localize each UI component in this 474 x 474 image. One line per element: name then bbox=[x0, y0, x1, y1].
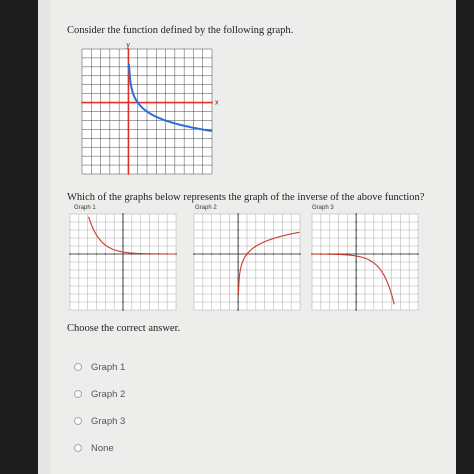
answer-option-graph-1[interactable] bbox=[74, 360, 125, 374]
y-tick bbox=[122, 293, 124, 295]
x-tick bbox=[118, 102, 120, 104]
x-tick bbox=[113, 253, 115, 255]
x-tick bbox=[273, 253, 275, 255]
y-tick bbox=[128, 173, 130, 175]
y-tick bbox=[122, 269, 124, 271]
y-tick bbox=[122, 253, 124, 255]
graph-3-title: Graph 3 bbox=[312, 205, 334, 211]
y-tick bbox=[355, 253, 357, 255]
screen bbox=[38, 0, 456, 474]
x-tick bbox=[183, 102, 185, 104]
y-tick bbox=[237, 301, 239, 303]
question-panel bbox=[50, 0, 456, 474]
x-tick bbox=[220, 253, 222, 255]
y-tick bbox=[355, 229, 357, 231]
y-tick bbox=[237, 293, 239, 295]
question-followup: Which of the graphs below represents the graph of the inverse of the above function? bbox=[67, 192, 425, 203]
answer-label: Graph 3 bbox=[91, 415, 126, 427]
x-tick bbox=[69, 253, 71, 255]
x-tick bbox=[228, 253, 230, 255]
answer-option-graph-2[interactable] bbox=[74, 387, 125, 401]
y-tick bbox=[355, 293, 357, 295]
y-tick bbox=[122, 245, 124, 247]
x-tick bbox=[202, 102, 204, 104]
y-tick bbox=[237, 269, 239, 271]
radio-button[interactable] bbox=[74, 444, 82, 452]
y-tick bbox=[355, 277, 357, 279]
radio-button[interactable] bbox=[74, 390, 82, 398]
graph-2-title: Graph 2 bbox=[195, 205, 217, 211]
x-tick bbox=[90, 102, 92, 104]
x-tick bbox=[100, 102, 102, 104]
x-tick bbox=[146, 102, 148, 104]
y-tick bbox=[237, 253, 239, 255]
x-tick bbox=[417, 253, 419, 255]
x-tick bbox=[104, 253, 106, 255]
x-tick bbox=[281, 253, 283, 255]
x-tick bbox=[96, 253, 98, 255]
graph-2 bbox=[194, 214, 300, 310]
y-tick bbox=[128, 128, 130, 130]
x-axis-label: x bbox=[215, 99, 219, 107]
answer-option-graph-3[interactable] bbox=[74, 414, 125, 428]
graph-3 bbox=[312, 214, 418, 310]
y-tick bbox=[122, 309, 124, 311]
x-tick bbox=[373, 253, 375, 255]
x-tick bbox=[364, 253, 366, 255]
y-tick bbox=[128, 102, 130, 104]
y-tick bbox=[122, 285, 124, 287]
x-tick bbox=[391, 253, 393, 255]
y-tick bbox=[355, 237, 357, 239]
x-tick bbox=[408, 253, 410, 255]
y-tick bbox=[237, 213, 239, 215]
choose-instruction: Choose the correct answer. bbox=[67, 323, 181, 334]
main-function-graph bbox=[82, 42, 219, 174]
x-tick bbox=[211, 253, 213, 255]
y-tick bbox=[128, 84, 130, 86]
y-tick bbox=[122, 221, 124, 223]
x-tick bbox=[193, 253, 195, 255]
x-tick bbox=[155, 102, 157, 104]
y-tick bbox=[128, 57, 130, 59]
x-tick bbox=[202, 253, 204, 255]
x-tick bbox=[81, 102, 83, 104]
answer-label: Graph 2 bbox=[91, 388, 126, 400]
x-tick bbox=[255, 253, 257, 255]
graph-1 bbox=[70, 214, 176, 310]
y-tick bbox=[355, 261, 357, 263]
y-tick bbox=[355, 301, 357, 303]
radio-button[interactable] bbox=[74, 363, 82, 371]
y-tick bbox=[128, 137, 130, 139]
y-tick bbox=[355, 245, 357, 247]
y-tick bbox=[128, 120, 130, 122]
y-tick bbox=[237, 261, 239, 263]
x-tick bbox=[78, 253, 80, 255]
x-tick bbox=[264, 253, 266, 255]
graph-1-title: Graph 1 bbox=[74, 205, 96, 211]
y-tick bbox=[237, 245, 239, 247]
y-tick bbox=[128, 93, 130, 95]
x-tick bbox=[109, 102, 111, 104]
answer-label: None bbox=[91, 442, 114, 454]
y-tick bbox=[128, 111, 130, 113]
y-tick bbox=[355, 221, 357, 223]
x-tick bbox=[299, 253, 301, 255]
y-tick bbox=[122, 237, 124, 239]
x-tick bbox=[382, 253, 384, 255]
x-tick bbox=[193, 102, 195, 104]
y-tick bbox=[355, 309, 357, 311]
x-tick bbox=[211, 102, 213, 104]
y-tick bbox=[122, 301, 124, 303]
y-tick bbox=[237, 229, 239, 231]
x-tick bbox=[290, 253, 292, 255]
y-tick bbox=[355, 285, 357, 287]
radio-button[interactable] bbox=[74, 417, 82, 425]
y-tick bbox=[128, 155, 130, 157]
y-tick bbox=[128, 146, 130, 148]
y-tick bbox=[355, 269, 357, 271]
x-tick bbox=[165, 102, 167, 104]
y-tick bbox=[128, 164, 130, 166]
x-tick bbox=[87, 253, 89, 255]
answer-label: Graph 1 bbox=[91, 361, 126, 373]
y-tick bbox=[122, 213, 124, 215]
question-prompt: Consider the function defined by the following graph. bbox=[67, 25, 294, 36]
y-tick bbox=[237, 221, 239, 223]
y-tick bbox=[237, 237, 239, 239]
y-tick bbox=[355, 213, 357, 215]
y-tick bbox=[122, 229, 124, 231]
answer-option-none[interactable] bbox=[74, 441, 114, 455]
y-tick bbox=[237, 309, 239, 311]
y-tick bbox=[122, 261, 124, 263]
y-tick bbox=[122, 277, 124, 279]
x-tick bbox=[174, 102, 176, 104]
x-tick bbox=[399, 253, 401, 255]
y-axis-label: y bbox=[126, 42, 130, 49]
